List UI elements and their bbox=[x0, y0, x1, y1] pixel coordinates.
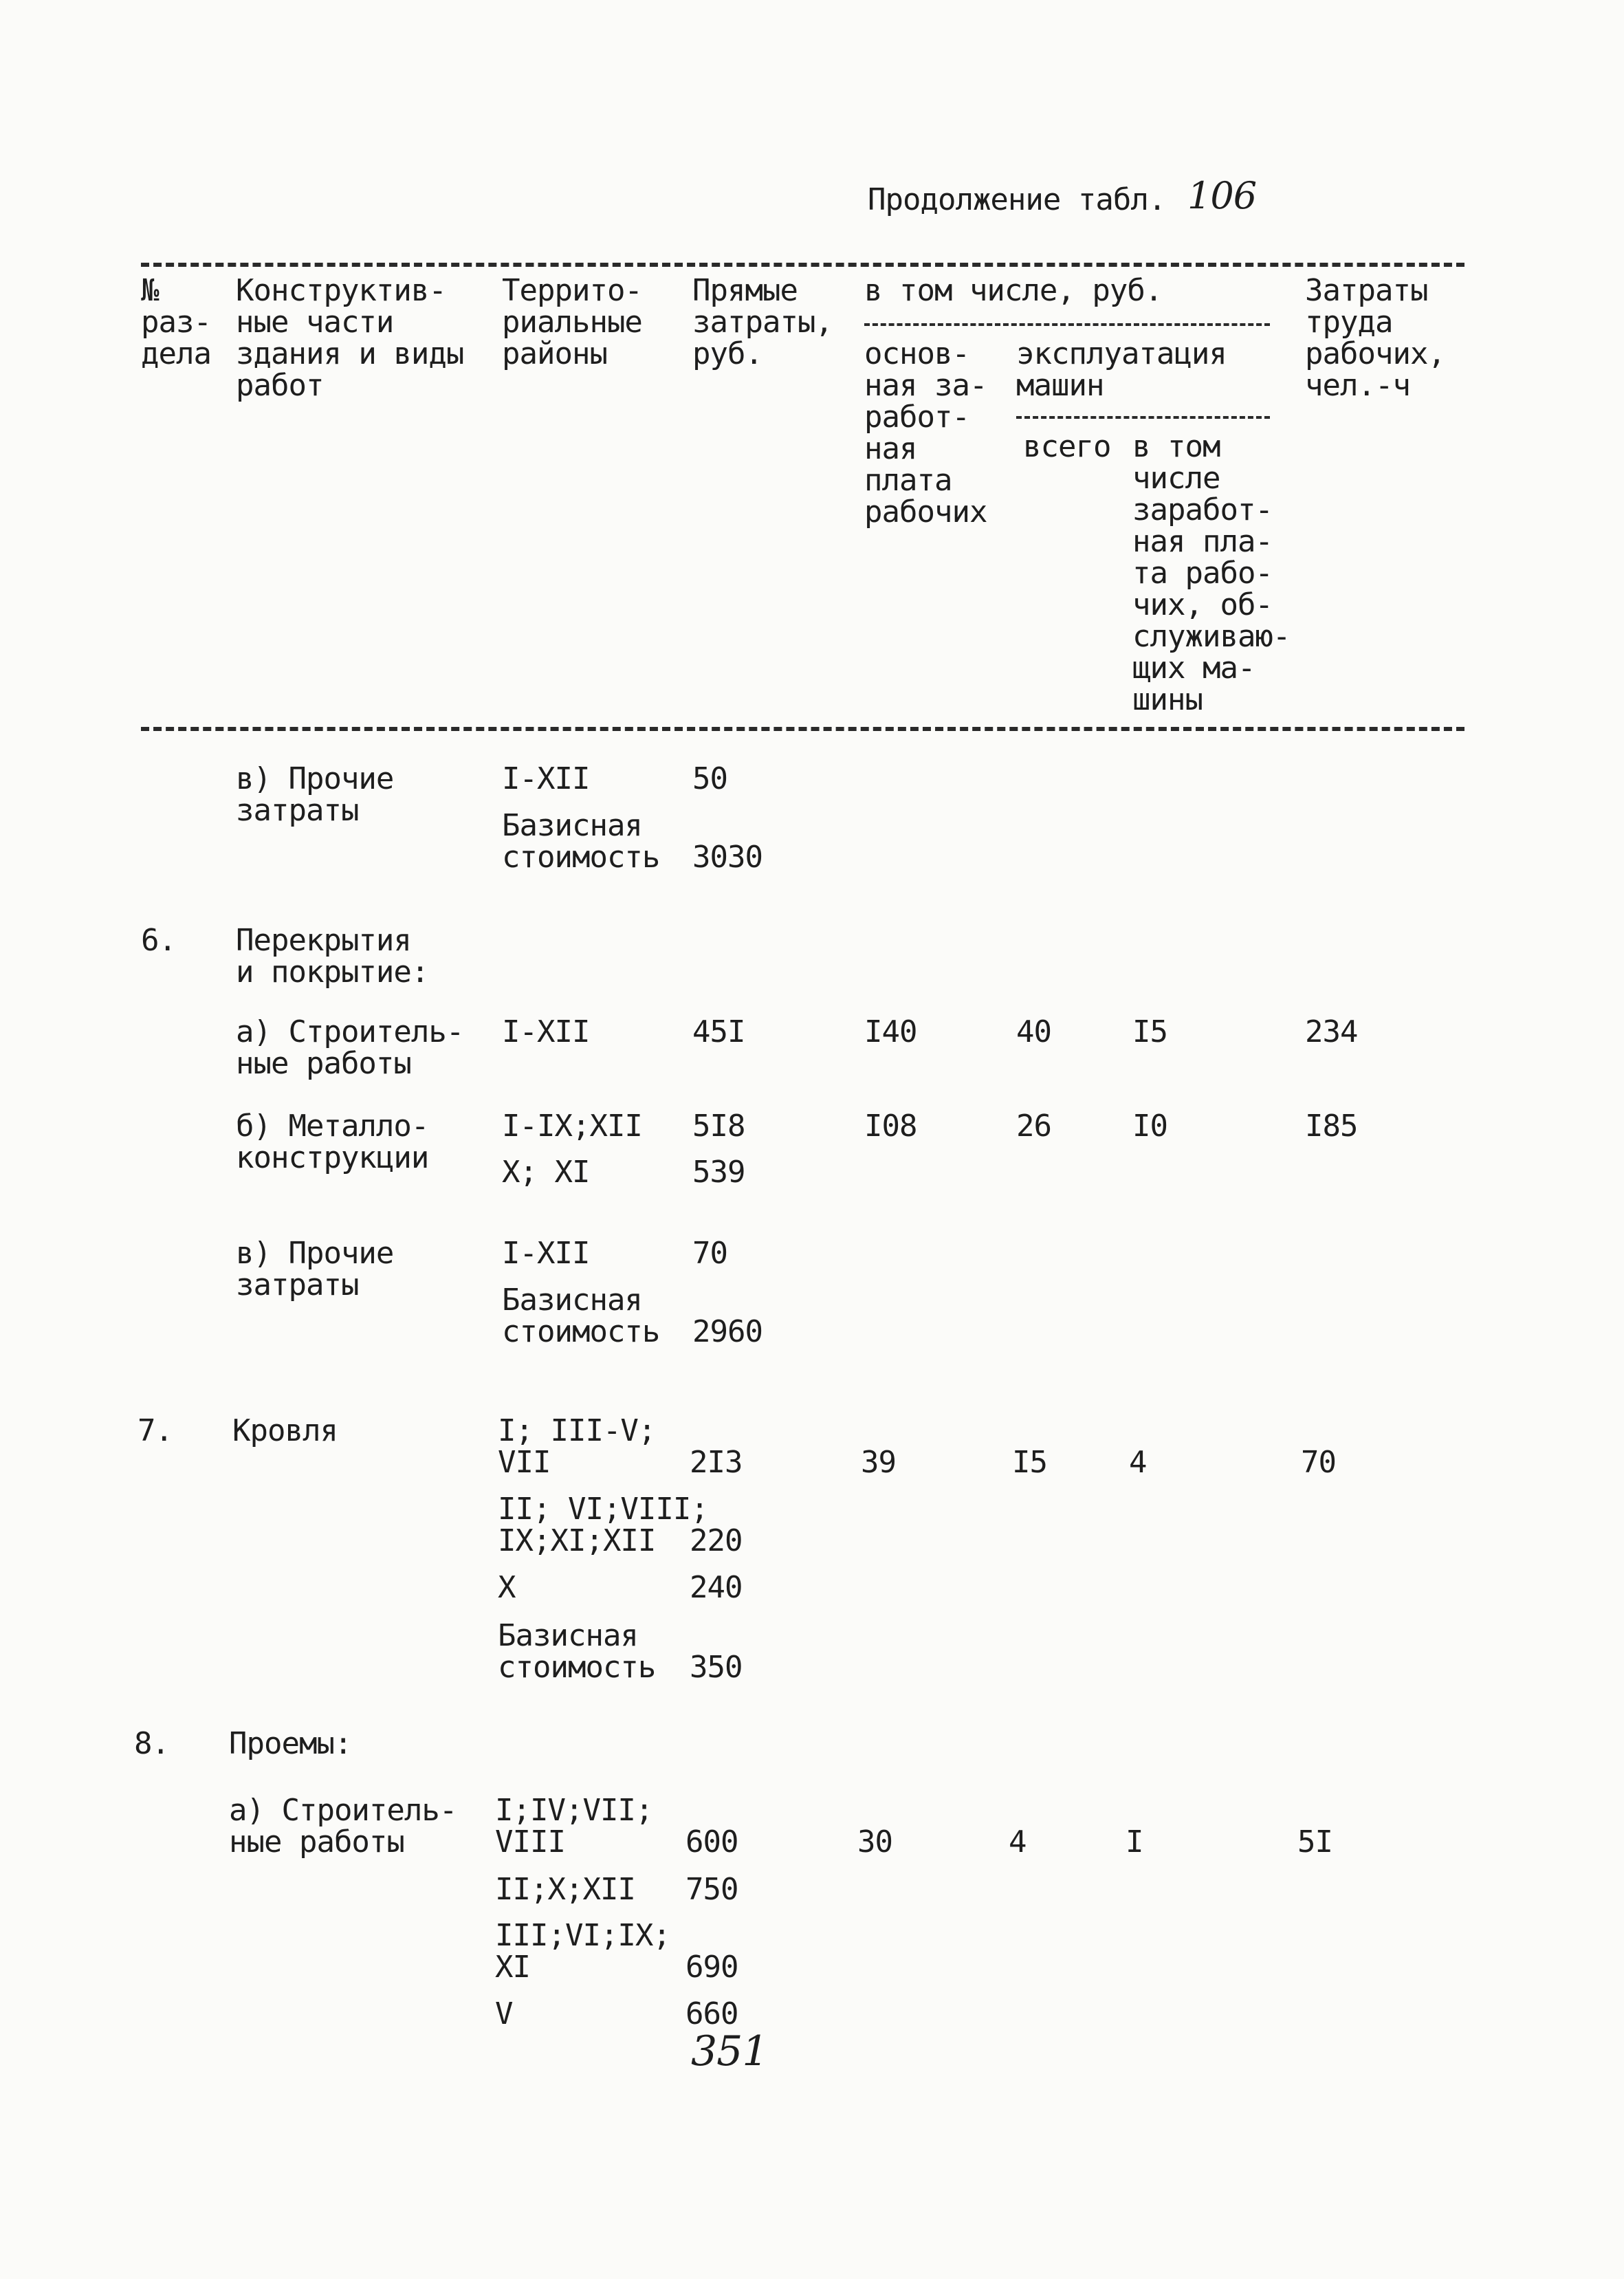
row-region: I-XII bbox=[502, 1014, 590, 1049]
row-part-construction: а) Строитель- ные работы bbox=[229, 1793, 457, 1860]
row-machines-total: 26 bbox=[1016, 1109, 1051, 1144]
row-machines-wages: 4 bbox=[1129, 1445, 1147, 1480]
header-machine-operation: эксплуатация машин bbox=[1016, 336, 1227, 403]
section-title-7: Кровля bbox=[232, 1413, 338, 1448]
row-part-other-costs: в) Прочие затраты bbox=[236, 1236, 394, 1302]
row-direct-cost: 660 bbox=[685, 1996, 738, 2031]
header-top-rule bbox=[141, 263, 1464, 267]
section-number-7: 7. bbox=[138, 1413, 173, 1448]
row-direct-cost-base: 2960 bbox=[692, 1314, 762, 1349]
table-number: 106 bbox=[1187, 174, 1257, 217]
row-region: II; VI;VIII; IX;XI;XII bbox=[498, 1492, 708, 1558]
row-machines-total: 40 bbox=[1016, 1014, 1051, 1049]
row-direct-cost: 50 bbox=[692, 761, 727, 796]
row-region: I-XII bbox=[502, 1236, 590, 1271]
row-part-other-costs: в) Прочие затраты bbox=[236, 761, 394, 828]
row-region-base-cost: Базисная стоимость bbox=[502, 808, 660, 875]
row-region: X bbox=[498, 1570, 516, 1605]
row-direct-cost: 45I bbox=[692, 1014, 745, 1049]
table-continuation-label: Продолжение табл. bbox=[868, 182, 1166, 217]
header-machines-total: всего bbox=[1023, 429, 1111, 464]
row-labor: 234 bbox=[1305, 1014, 1358, 1049]
row-region: I-IX;XII bbox=[502, 1109, 642, 1144]
row-region: III;VI;IX; XI bbox=[495, 1918, 670, 1985]
row-direct-cost: 690 bbox=[685, 1950, 738, 1985]
row-region: I; III-V; VII bbox=[498, 1413, 656, 1480]
row-machines-wages: I bbox=[1126, 1824, 1143, 1860]
row-direct-cost: 220 bbox=[690, 1523, 743, 1558]
row-part-metal-structures: б) Металло- конструкции bbox=[236, 1109, 429, 1175]
row-labor: I85 bbox=[1305, 1109, 1358, 1144]
row-wages: 30 bbox=[857, 1824, 892, 1860]
section-number-6: 6. bbox=[141, 923, 176, 958]
row-region: V bbox=[495, 1996, 513, 2031]
row-region-base-cost: Базисная стоимость bbox=[502, 1283, 660, 1349]
row-labor: 70 bbox=[1301, 1445, 1336, 1480]
row-wages: I40 bbox=[864, 1014, 917, 1049]
row-machines-wages: I5 bbox=[1132, 1014, 1167, 1049]
section-title-8: Проемы: bbox=[229, 1726, 352, 1761]
row-region: I;IV;VII; VIII bbox=[495, 1793, 653, 1860]
row-wages: I08 bbox=[864, 1109, 917, 1144]
section-number-8: 8. bbox=[134, 1726, 169, 1761]
row-direct-cost: 539 bbox=[692, 1155, 745, 1190]
row-direct-cost-base: 3030 bbox=[692, 840, 762, 875]
header-basic-wages: основ- ная за- работ- ная плата рабочих bbox=[864, 336, 987, 530]
row-direct-cost: 600 bbox=[685, 1824, 738, 1860]
header-labor-costs: Затраты труда рабочих, чел.-ч bbox=[1305, 273, 1445, 403]
row-direct-cost: 70 bbox=[692, 1236, 727, 1271]
row-direct-cost-base: 350 bbox=[690, 1650, 743, 1685]
header-machines-wages: в том числе заработ- ная пла- та рабо- чих, об- служиваю- щих ма- шины bbox=[1132, 429, 1291, 717]
row-region-base-cost: Базисная стоимость bbox=[498, 1618, 656, 1685]
row-direct-cost: 2I3 bbox=[690, 1445, 743, 1480]
row-wages: 39 bbox=[861, 1445, 896, 1480]
row-region: II;X;XII bbox=[495, 1872, 635, 1907]
row-labor: 5I bbox=[1297, 1824, 1332, 1860]
header-bottom-rule bbox=[141, 727, 1464, 731]
header-including: в том числе, руб. bbox=[864, 273, 1163, 308]
header-section-number: № раз- дела bbox=[141, 273, 211, 371]
header-subrule-machines bbox=[1016, 416, 1270, 419]
section-title-6: Перекрытия и покрытие: bbox=[236, 923, 429, 990]
header-structural-parts: Конструктив- ные части здания и виды работ bbox=[236, 273, 464, 403]
row-region: I-XII bbox=[502, 761, 590, 796]
row-part-construction: а) Строитель- ные работы bbox=[236, 1014, 464, 1081]
row-machines-wages: I0 bbox=[1132, 1109, 1167, 1144]
row-direct-cost: 5I8 bbox=[692, 1109, 745, 1144]
row-region: X; XI bbox=[502, 1155, 590, 1190]
header-direct-costs: Прямые затраты, руб. bbox=[692, 273, 833, 371]
row-machines-total: I5 bbox=[1012, 1445, 1047, 1480]
row-direct-cost: 750 bbox=[685, 1872, 738, 1907]
row-machines-total: 4 bbox=[1009, 1824, 1027, 1860]
header-subrule-incl bbox=[864, 323, 1270, 326]
row-direct-cost: 240 bbox=[690, 1570, 743, 1605]
header-territorial-regions: Террито- риальные районы bbox=[502, 273, 642, 371]
page-number: 351 bbox=[691, 2027, 768, 2075]
